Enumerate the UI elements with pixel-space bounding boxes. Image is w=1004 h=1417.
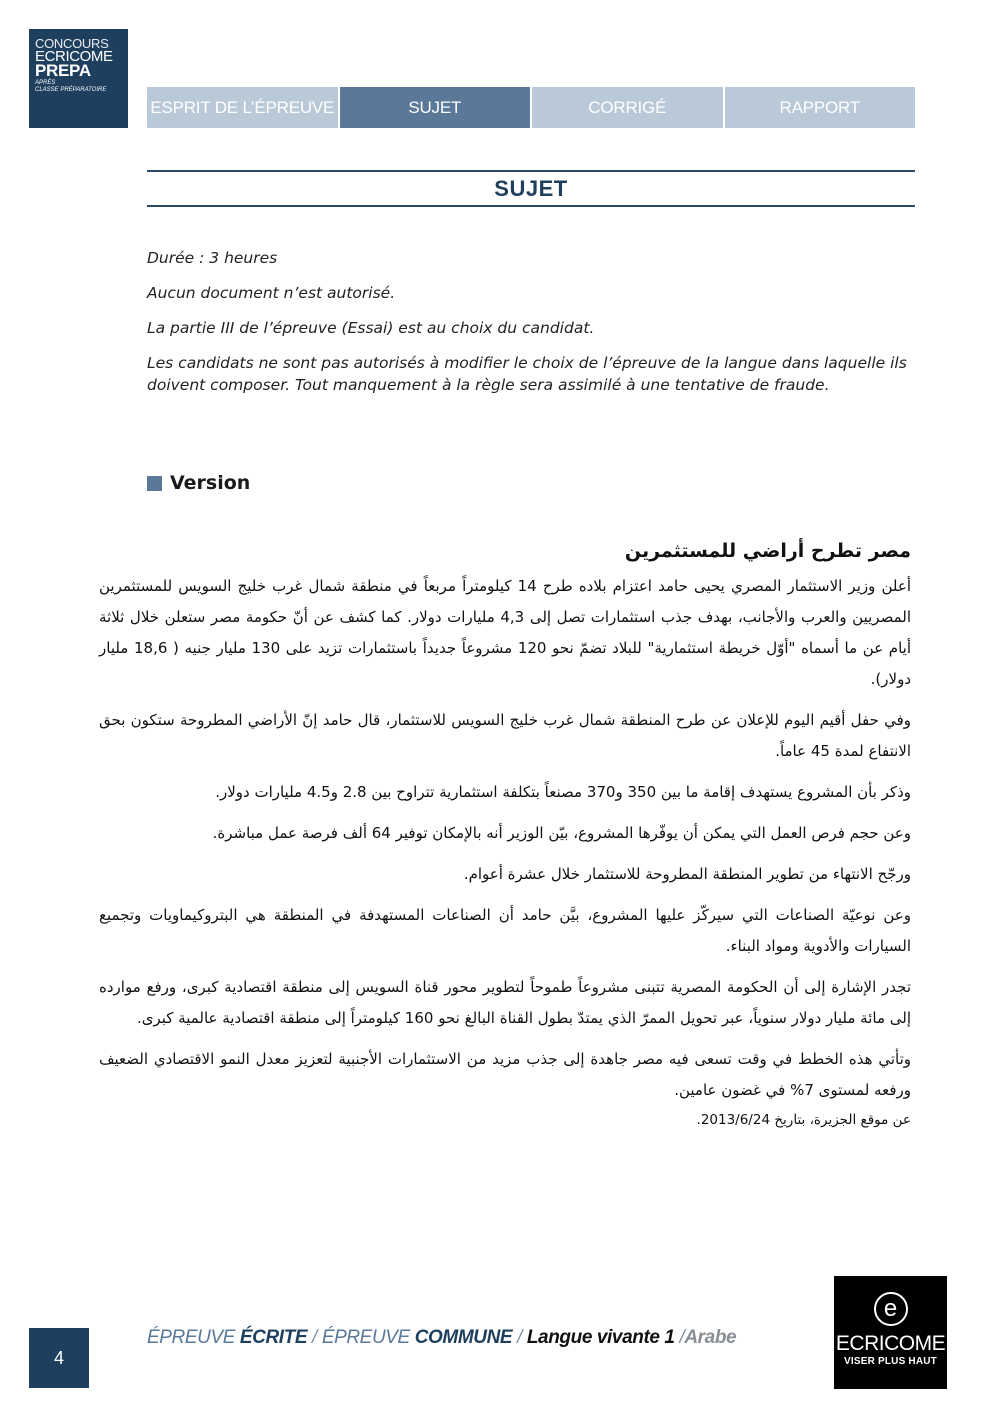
logo-line-classe: CLASSE PRÉPARATOIRE: [35, 87, 107, 93]
ecricome-e-icon: [874, 1292, 908, 1326]
tab-corrige[interactable]: CORRIGÉ: [532, 87, 723, 128]
article-paragraph: ورجّح الانتهاء من تطوير المنطقة المطروحة للاستثمار خلال عشرة أعوام.: [463, 865, 911, 883]
page-number: 4: [29, 1328, 89, 1388]
tab-sujet[interactable]: SUJET: [340, 87, 531, 128]
footer-ecrite: ÉCRITE: [239, 1327, 308, 1348]
logo-line-ecricome: ECRICOME: [35, 48, 113, 65]
logo-line-apres: APRÈS: [35, 80, 56, 86]
instruction-documents: Aucun document n’est autorisé.: [147, 284, 396, 302]
footer-langue: Langue vivante 1: [526, 1327, 675, 1348]
arabic-article: [99, 536, 911, 1130]
footer-arabe: Arabe: [684, 1327, 737, 1348]
footer-commune: COMMUNE: [414, 1327, 513, 1348]
article-paragraph: وذكر بأن المشروع يستهدف إقامة ما بين 350 و370 مصنعاً بتكلفة استثمارية تتراوح بين 2.8 و4.5 مليارات دولار.: [215, 783, 911, 801]
footer-epreuve-1: ÉPREUVE: [147, 1327, 240, 1348]
version-label: Version: [170, 472, 251, 494]
article-paragraph: تجدر الإشارة إلى أن الحكومة المصرية تتبنى مشروعاً طموحاً لتطوير محور قناة السويس إلى منطقة اقتصادية كبرى، ورفع موارده إلى مائة مليار دولار سنوياً، عبر تحويل الممرّ الذي يمتدّ بطول القناة البالغ نحو 160 كيلومتراً إلى منطقة اقتصادية عالمية كبرى.: [99, 978, 911, 1027]
logo-line-prepa: PREPA: [35, 61, 91, 80]
article-title: مصر تطرح أراضي للمستثمرين: [624, 540, 911, 562]
ecricome-tagline: VISER PLUS HAUT: [843, 1356, 937, 1367]
footer-separator: /: [674, 1327, 685, 1348]
article-source: عن موقع الجزيرة، بتاريخ 2013/6/24.: [696, 1112, 911, 1128]
ecricome-logo: [834, 1276, 947, 1389]
ecricome-e-symbol: e: [883, 1295, 898, 1322]
ecricome-brand-name: ECRICOME: [835, 1332, 946, 1355]
tab-rapport[interactable]: RAPPORT: [725, 87, 916, 128]
version-heading: [147, 472, 250, 494]
instruction-language: Les candidats ne sont pas autorisés à modifier le choix de l’épreuve de la langue dans laquelle ils doivent composer. Tout manquement à la règle sera assimilé à une tentative de fraude.: [147, 354, 907, 394]
article-paragraph: وتأتي هذه الخطط في وقت تسعى فيه مصر جاهدة إلى جذب مزيد من الاستثمارات الأجنبية لتعزيز معدل النمو الاقتصادي الضعيف ورفعه لمستوى 7% في غضون عامين.: [99, 1050, 911, 1099]
article-paragraph: أعلن وزير الاستثمار المصري يحيى حامد اعتزام بلاده طرح 14 كيلومتراً مربعاً في منطقة شمال غرب خليج السويس للمستثمرين المصريين والعرب والأجانب، بهدف جذب استثمارات تصل إلى 4,3 مليارات دولار. كما كشف عن أنّ حكومة مصر ستعلن خلال ثلاثة أيام عن ما أسماه "أوّل خريطة استثمارية" للبلاد تضمّ نحو 120 مشروعاً جديداً باستثمارات تزيد على 130 مليار جنيه ( 18,6 مليار دولار).: [99, 577, 911, 688]
footer-separator: /: [512, 1327, 527, 1348]
footer-separator: /: [307, 1327, 322, 1348]
concours-logo: [29, 29, 128, 128]
instruction-essay: La partie III de l’épreuve (Essai) est au choix du candidat.: [147, 319, 595, 337]
square-bullet-icon: [147, 476, 162, 491]
article-paragraph: وفي حفل أقيم اليوم للإعلان عن طرح المنطقة شمال غرب خليج السويس للاستثمار، قال حامد إنّ الأراضي المطروحة ستكون بحق الانتفاع لمدة 45 عاماً.: [99, 711, 911, 760]
section-title: SUJET: [147, 170, 915, 207]
footer-epreuve-2: ÉPREUVE: [321, 1327, 415, 1348]
footer-exam-label: [147, 1327, 736, 1349]
article-paragraph: وعن حجم فرص العمل التي يمكن أن يوفّرها المشروع، بيّن الوزير أنه بالإمكان توفير 64 ألف فرصة عمل مباشرة.: [212, 824, 911, 842]
tab-bar: [147, 87, 915, 128]
tab-esprit[interactable]: ESPRIT DE L’ÉPREUVE: [147, 87, 338, 128]
article-paragraph: وعن نوعيّة الصناعات التي سيركّز عليها المشروع، بيَّن حامد أن الصناعات المستهدفة في المنطقة هي البتروكيماويات وتجميع السيارات والأدوية ومواد البناء.: [99, 906, 911, 955]
exam-instructions: [147, 247, 915, 409]
logo-line-concours: CONCOURS: [35, 36, 109, 51]
instruction-duration: Durée : 3 heures: [147, 249, 278, 267]
